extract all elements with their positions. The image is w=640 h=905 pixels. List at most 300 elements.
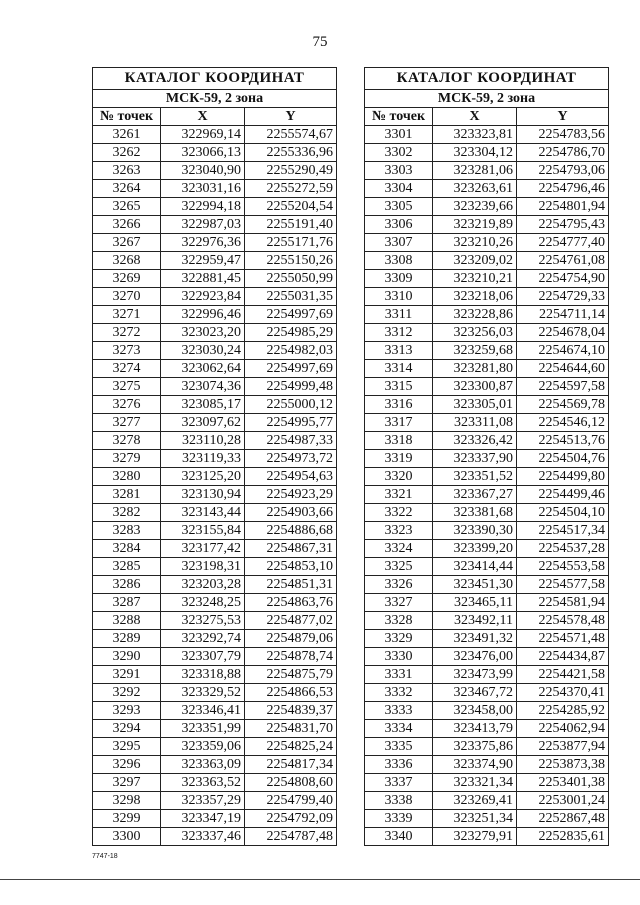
x-coordinate-cell: 323281,06 <box>433 162 517 180</box>
y-coordinate-cell: 2254795,43 <box>517 216 609 234</box>
point-number-cell: 3312 <box>365 324 433 342</box>
table-row <box>93 162 337 180</box>
x-coordinate-cell: 322881,45 <box>161 270 245 288</box>
y-coordinate-cell: 2254285,92 <box>517 702 609 720</box>
x-coordinate-cell: 323300,87 <box>433 378 517 396</box>
y-coordinate-cell: 2254499,46 <box>517 486 609 504</box>
x-coordinate-cell: 323351,99 <box>161 720 245 738</box>
x-coordinate-cell: 323263,61 <box>433 180 517 198</box>
point-number-cell: 3286 <box>93 576 161 594</box>
point-number-cell: 3319 <box>365 450 433 468</box>
table-body <box>93 126 337 846</box>
x-coordinate-cell: 323359,06 <box>161 738 245 756</box>
table-row <box>365 288 609 306</box>
x-coordinate-cell: 323210,21 <box>433 270 517 288</box>
point-number-cell: 3298 <box>93 792 161 810</box>
table-row <box>93 558 337 576</box>
point-number-cell: 3316 <box>365 396 433 414</box>
x-coordinate-cell: 323177,42 <box>161 540 245 558</box>
y-coordinate-cell: 2254792,09 <box>245 810 337 828</box>
column-header-x: X <box>433 108 517 126</box>
y-coordinate-cell: 2253877,94 <box>517 738 609 756</box>
point-number-cell: 3339 <box>365 810 433 828</box>
x-coordinate-cell: 322994,18 <box>161 198 245 216</box>
y-coordinate-cell: 2254581,94 <box>517 594 609 612</box>
point-number-cell: 3326 <box>365 576 433 594</box>
x-coordinate-cell: 322923,84 <box>161 288 245 306</box>
x-coordinate-cell: 323492,11 <box>433 612 517 630</box>
table-row <box>365 612 609 630</box>
table-row <box>93 126 337 144</box>
y-coordinate-cell: 2254777,40 <box>517 234 609 252</box>
point-number-cell: 3266 <box>93 216 161 234</box>
column-header-x: X <box>161 108 245 126</box>
x-coordinate-cell: 323269,41 <box>433 792 517 810</box>
table-row <box>93 792 337 810</box>
table-row <box>93 774 337 792</box>
x-coordinate-cell: 323275,53 <box>161 612 245 630</box>
x-coordinate-cell: 323414,44 <box>433 558 517 576</box>
y-coordinate-cell: 2254867,31 <box>245 540 337 558</box>
table-row <box>365 162 609 180</box>
y-coordinate-cell: 2254886,68 <box>245 522 337 540</box>
table-row <box>93 324 337 342</box>
table-row <box>365 684 609 702</box>
x-coordinate-cell: 323399,20 <box>433 540 517 558</box>
y-coordinate-cell: 2254878,74 <box>245 648 337 666</box>
y-coordinate-cell: 2254853,10 <box>245 558 337 576</box>
y-coordinate-cell: 2254644,60 <box>517 360 609 378</box>
table-row <box>93 702 337 720</box>
y-coordinate-cell: 2254577,58 <box>517 576 609 594</box>
table-row <box>365 828 609 846</box>
table-row <box>365 252 609 270</box>
x-coordinate-cell: 323119,33 <box>161 450 245 468</box>
table-row <box>93 396 337 414</box>
point-number-cell: 3281 <box>93 486 161 504</box>
point-number-cell: 3287 <box>93 594 161 612</box>
point-number-cell: 3292 <box>93 684 161 702</box>
table-row <box>365 774 609 792</box>
y-coordinate-cell: 2254987,33 <box>245 432 337 450</box>
x-coordinate-cell: 323209,02 <box>433 252 517 270</box>
table-row <box>365 810 609 828</box>
point-number-cell: 3276 <box>93 396 161 414</box>
x-coordinate-cell: 323066,13 <box>161 144 245 162</box>
table-row <box>93 738 337 756</box>
x-coordinate-cell: 323363,52 <box>161 774 245 792</box>
y-coordinate-cell: 2254517,34 <box>517 522 609 540</box>
table-row <box>365 486 609 504</box>
table-row <box>93 216 337 234</box>
x-coordinate-cell: 323292,74 <box>161 630 245 648</box>
point-number-cell: 3280 <box>93 468 161 486</box>
point-number-cell: 3272 <box>93 324 161 342</box>
x-coordinate-cell: 323458,00 <box>433 702 517 720</box>
x-coordinate-cell: 323390,30 <box>433 522 517 540</box>
y-coordinate-cell: 2254866,53 <box>245 684 337 702</box>
table-row <box>365 396 609 414</box>
point-number-cell: 3325 <box>365 558 433 576</box>
y-coordinate-cell: 2255000,12 <box>245 396 337 414</box>
x-coordinate-cell: 323304,12 <box>433 144 517 162</box>
table-row <box>93 252 337 270</box>
table-row <box>365 738 609 756</box>
point-number-cell: 3324 <box>365 540 433 558</box>
x-coordinate-cell: 322959,47 <box>161 252 245 270</box>
point-number-cell: 3278 <box>93 432 161 450</box>
x-coordinate-cell: 323363,09 <box>161 756 245 774</box>
point-number-cell: 3285 <box>93 558 161 576</box>
point-number-cell: 3322 <box>365 504 433 522</box>
table-row <box>93 666 337 684</box>
x-coordinate-cell: 323467,72 <box>433 684 517 702</box>
point-number-cell: 3338 <box>365 792 433 810</box>
table-row <box>93 504 337 522</box>
y-coordinate-cell: 2252835,61 <box>517 828 609 846</box>
x-coordinate-cell: 323351,52 <box>433 468 517 486</box>
table-row <box>365 432 609 450</box>
x-coordinate-cell: 323085,17 <box>161 396 245 414</box>
x-coordinate-cell: 323239,66 <box>433 198 517 216</box>
table-row <box>365 180 609 198</box>
y-coordinate-cell: 2254434,87 <box>517 648 609 666</box>
y-coordinate-cell: 2255171,76 <box>245 234 337 252</box>
y-coordinate-cell: 2254597,58 <box>517 378 609 396</box>
point-number-cell: 3290 <box>93 648 161 666</box>
y-coordinate-cell: 2254879,06 <box>245 630 337 648</box>
point-number-cell: 3329 <box>365 630 433 648</box>
point-number-cell: 3296 <box>93 756 161 774</box>
x-coordinate-cell: 323031,16 <box>161 180 245 198</box>
y-coordinate-cell: 2254825,24 <box>245 738 337 756</box>
y-coordinate-cell: 2254421,58 <box>517 666 609 684</box>
table-row <box>365 720 609 738</box>
y-coordinate-cell: 2254754,90 <box>517 270 609 288</box>
point-number-cell: 3295 <box>93 738 161 756</box>
x-coordinate-cell: 323074,36 <box>161 378 245 396</box>
y-coordinate-cell: 2254839,37 <box>245 702 337 720</box>
y-coordinate-cell: 2254504,10 <box>517 504 609 522</box>
point-number-cell: 3337 <box>365 774 433 792</box>
y-coordinate-cell: 2254973,72 <box>245 450 337 468</box>
y-coordinate-cell: 2254875,79 <box>245 666 337 684</box>
y-coordinate-cell: 2254786,70 <box>517 144 609 162</box>
y-coordinate-cell: 2254982,03 <box>245 342 337 360</box>
point-number-cell: 3297 <box>93 774 161 792</box>
point-number-cell: 3328 <box>365 612 433 630</box>
y-coordinate-cell: 2254995,77 <box>245 414 337 432</box>
point-number-cell: 3331 <box>365 666 433 684</box>
y-coordinate-cell: 2254674,10 <box>517 342 609 360</box>
y-coordinate-cell: 2254863,76 <box>245 594 337 612</box>
point-number-cell: 3318 <box>365 432 433 450</box>
x-coordinate-cell: 323381,68 <box>433 504 517 522</box>
table-row <box>93 576 337 594</box>
point-number-cell: 3283 <box>93 522 161 540</box>
table-row <box>365 270 609 288</box>
table-row <box>93 198 337 216</box>
y-coordinate-cell: 2254851,31 <box>245 576 337 594</box>
point-number-cell: 3305 <box>365 198 433 216</box>
point-number-cell: 3303 <box>365 162 433 180</box>
point-number-cell: 3284 <box>93 540 161 558</box>
point-number-cell: 3330 <box>365 648 433 666</box>
point-number-cell: 3323 <box>365 522 433 540</box>
point-number-cell: 3274 <box>93 360 161 378</box>
y-coordinate-cell: 2254729,33 <box>517 288 609 306</box>
table-row <box>365 540 609 558</box>
x-coordinate-cell: 323374,90 <box>433 756 517 774</box>
y-coordinate-cell: 2254569,78 <box>517 396 609 414</box>
x-coordinate-cell: 323465,11 <box>433 594 517 612</box>
point-number-cell: 3315 <box>365 378 433 396</box>
x-coordinate-cell: 323143,44 <box>161 504 245 522</box>
point-number-cell: 3294 <box>93 720 161 738</box>
x-coordinate-cell: 323259,68 <box>433 342 517 360</box>
y-coordinate-cell: 2254799,40 <box>245 792 337 810</box>
table-row <box>365 468 609 486</box>
point-number-cell: 3310 <box>365 288 433 306</box>
x-coordinate-cell: 323218,06 <box>433 288 517 306</box>
x-coordinate-cell: 322996,46 <box>161 306 245 324</box>
point-number-cell: 3262 <box>93 144 161 162</box>
table-row <box>93 522 337 540</box>
table-row <box>93 540 337 558</box>
table-row <box>365 522 609 540</box>
y-coordinate-cell: 2255272,59 <box>245 180 337 198</box>
y-coordinate-cell: 2254537,28 <box>517 540 609 558</box>
y-coordinate-cell: 2254801,94 <box>517 198 609 216</box>
table-row <box>365 576 609 594</box>
table-row <box>365 594 609 612</box>
column-header-y: Y <box>245 108 337 126</box>
table-row <box>365 756 609 774</box>
y-coordinate-cell: 2253401,38 <box>517 774 609 792</box>
x-coordinate-cell: 323062,64 <box>161 360 245 378</box>
point-number-cell: 3332 <box>365 684 433 702</box>
y-coordinate-cell: 2254923,29 <box>245 486 337 504</box>
table-row <box>365 198 609 216</box>
footer-divider <box>0 879 640 880</box>
y-coordinate-cell: 2254793,06 <box>517 162 609 180</box>
table-row <box>93 486 337 504</box>
x-coordinate-cell: 323040,90 <box>161 162 245 180</box>
y-coordinate-cell: 2254370,41 <box>517 684 609 702</box>
x-coordinate-cell: 323307,79 <box>161 648 245 666</box>
point-number-cell: 3300 <box>93 828 161 846</box>
x-coordinate-cell: 323413,79 <box>433 720 517 738</box>
y-coordinate-cell: 2255204,54 <box>245 198 337 216</box>
x-coordinate-cell: 323210,26 <box>433 234 517 252</box>
y-coordinate-cell: 2254954,63 <box>245 468 337 486</box>
point-number-cell: 3270 <box>93 288 161 306</box>
point-number-cell: 3327 <box>365 594 433 612</box>
table-row <box>365 792 609 810</box>
point-number-cell: 3307 <box>365 234 433 252</box>
table-row <box>365 666 609 684</box>
x-coordinate-cell: 323476,00 <box>433 648 517 666</box>
x-coordinate-cell: 323198,31 <box>161 558 245 576</box>
x-coordinate-cell: 323305,01 <box>433 396 517 414</box>
point-number-cell: 3282 <box>93 504 161 522</box>
table-row <box>93 414 337 432</box>
x-coordinate-cell: 323367,27 <box>433 486 517 504</box>
y-coordinate-cell: 2255336,96 <box>245 144 337 162</box>
y-coordinate-cell: 2254711,14 <box>517 306 609 324</box>
table-row <box>365 450 609 468</box>
point-number-cell: 3314 <box>365 360 433 378</box>
x-coordinate-cell: 323030,24 <box>161 342 245 360</box>
table-body <box>365 126 609 846</box>
table-row <box>93 270 337 288</box>
x-coordinate-cell: 323097,62 <box>161 414 245 432</box>
catalog-subtitle: МСК-59, 2 зона <box>365 90 609 108</box>
x-coordinate-cell: 323311,08 <box>433 414 517 432</box>
table-row <box>93 594 337 612</box>
x-coordinate-cell: 323023,20 <box>161 324 245 342</box>
point-number-cell: 3335 <box>365 738 433 756</box>
x-coordinate-cell: 323491,32 <box>433 630 517 648</box>
table-row <box>93 684 337 702</box>
y-coordinate-cell: 2254546,12 <box>517 414 609 432</box>
point-number-cell: 3273 <box>93 342 161 360</box>
table-row <box>365 216 609 234</box>
x-coordinate-cell: 323155,84 <box>161 522 245 540</box>
catalog-subtitle: МСК-59, 2 зона <box>93 90 337 108</box>
y-coordinate-cell: 2254578,48 <box>517 612 609 630</box>
table-row <box>365 648 609 666</box>
x-coordinate-cell: 323318,88 <box>161 666 245 684</box>
x-coordinate-cell: 323326,42 <box>433 432 517 450</box>
x-coordinate-cell: 323256,03 <box>433 324 517 342</box>
x-coordinate-cell: 323281,80 <box>433 360 517 378</box>
y-coordinate-cell: 2255290,49 <box>245 162 337 180</box>
coordinate-catalog-left <box>92 67 337 846</box>
x-coordinate-cell: 323279,91 <box>433 828 517 846</box>
x-coordinate-cell: 323203,28 <box>161 576 245 594</box>
point-number-cell: 3340 <box>365 828 433 846</box>
coordinate-catalog-right <box>364 67 609 846</box>
table-row <box>365 378 609 396</box>
point-number-cell: 3291 <box>93 666 161 684</box>
x-coordinate-cell: 323337,90 <box>433 450 517 468</box>
point-number-cell: 3279 <box>93 450 161 468</box>
table-row <box>365 342 609 360</box>
x-coordinate-cell: 323125,20 <box>161 468 245 486</box>
table-row <box>93 648 337 666</box>
point-number-cell: 3309 <box>365 270 433 288</box>
x-coordinate-cell: 323248,25 <box>161 594 245 612</box>
x-coordinate-cell: 323219,89 <box>433 216 517 234</box>
point-number-cell: 3265 <box>93 198 161 216</box>
column-header-y: Y <box>517 108 609 126</box>
table-row <box>93 828 337 846</box>
x-coordinate-cell: 323110,28 <box>161 432 245 450</box>
table-row <box>365 414 609 432</box>
y-coordinate-cell: 2254985,29 <box>245 324 337 342</box>
table-row <box>93 234 337 252</box>
table-row <box>365 558 609 576</box>
table-row <box>93 468 337 486</box>
point-number-cell: 3336 <box>365 756 433 774</box>
table-row <box>365 324 609 342</box>
table-row <box>365 702 609 720</box>
y-coordinate-cell: 2254997,69 <box>245 306 337 324</box>
table-row <box>93 450 337 468</box>
y-coordinate-cell: 2252867,48 <box>517 810 609 828</box>
x-coordinate-cell: 323347,19 <box>161 810 245 828</box>
y-coordinate-cell: 2254787,48 <box>245 828 337 846</box>
point-number-cell: 3301 <box>365 126 433 144</box>
y-coordinate-cell: 2254831,70 <box>245 720 337 738</box>
point-number-cell: 3306 <box>365 216 433 234</box>
x-coordinate-cell: 322976,36 <box>161 234 245 252</box>
point-number-cell: 3271 <box>93 306 161 324</box>
x-coordinate-cell: 322987,03 <box>161 216 245 234</box>
x-coordinate-cell: 323228,86 <box>433 306 517 324</box>
point-number-cell: 3308 <box>365 252 433 270</box>
table-row <box>365 504 609 522</box>
point-number-cell: 3261 <box>93 126 161 144</box>
y-coordinate-cell: 2254553,58 <box>517 558 609 576</box>
x-coordinate-cell: 323337,46 <box>161 828 245 846</box>
y-coordinate-cell: 2253001,24 <box>517 792 609 810</box>
point-number-cell: 3264 <box>93 180 161 198</box>
point-number-cell: 3334 <box>365 720 433 738</box>
table-row <box>93 180 337 198</box>
y-coordinate-cell: 2255191,40 <box>245 216 337 234</box>
table-row <box>93 756 337 774</box>
table-row <box>93 810 337 828</box>
x-coordinate-cell: 323329,52 <box>161 684 245 702</box>
table-row <box>365 630 609 648</box>
x-coordinate-cell: 323346,41 <box>161 702 245 720</box>
table-row <box>365 360 609 378</box>
y-coordinate-cell: 2254504,76 <box>517 450 609 468</box>
point-number-cell: 3311 <box>365 306 433 324</box>
x-coordinate-cell: 323451,30 <box>433 576 517 594</box>
point-number-cell: 3293 <box>93 702 161 720</box>
y-coordinate-cell: 2254761,08 <box>517 252 609 270</box>
x-coordinate-cell: 323375,86 <box>433 738 517 756</box>
point-number-cell: 3317 <box>365 414 433 432</box>
y-coordinate-cell: 2254571,48 <box>517 630 609 648</box>
y-coordinate-cell: 2254062,94 <box>517 720 609 738</box>
column-header-point: № точек <box>93 108 161 126</box>
y-coordinate-cell: 2254808,60 <box>245 774 337 792</box>
x-coordinate-cell: 323251,34 <box>433 810 517 828</box>
catalog-title: КАТАЛОГ КООРДИНАТ <box>93 68 337 90</box>
table-row <box>93 378 337 396</box>
y-coordinate-cell: 2254903,66 <box>245 504 337 522</box>
point-number-cell: 3289 <box>93 630 161 648</box>
table-row <box>93 144 337 162</box>
point-number-cell: 3288 <box>93 612 161 630</box>
table-row <box>93 612 337 630</box>
table-row <box>365 126 609 144</box>
table-row <box>365 144 609 162</box>
y-coordinate-cell: 2255031,35 <box>245 288 337 306</box>
point-number-cell: 3304 <box>365 180 433 198</box>
point-number-cell: 3275 <box>93 378 161 396</box>
y-coordinate-cell: 2255150,26 <box>245 252 337 270</box>
x-coordinate-cell: 323321,34 <box>433 774 517 792</box>
point-number-cell: 3267 <box>93 234 161 252</box>
y-coordinate-cell: 2254997,69 <box>245 360 337 378</box>
page-number: 75 <box>312 34 328 50</box>
y-coordinate-cell: 2254678,04 <box>517 324 609 342</box>
